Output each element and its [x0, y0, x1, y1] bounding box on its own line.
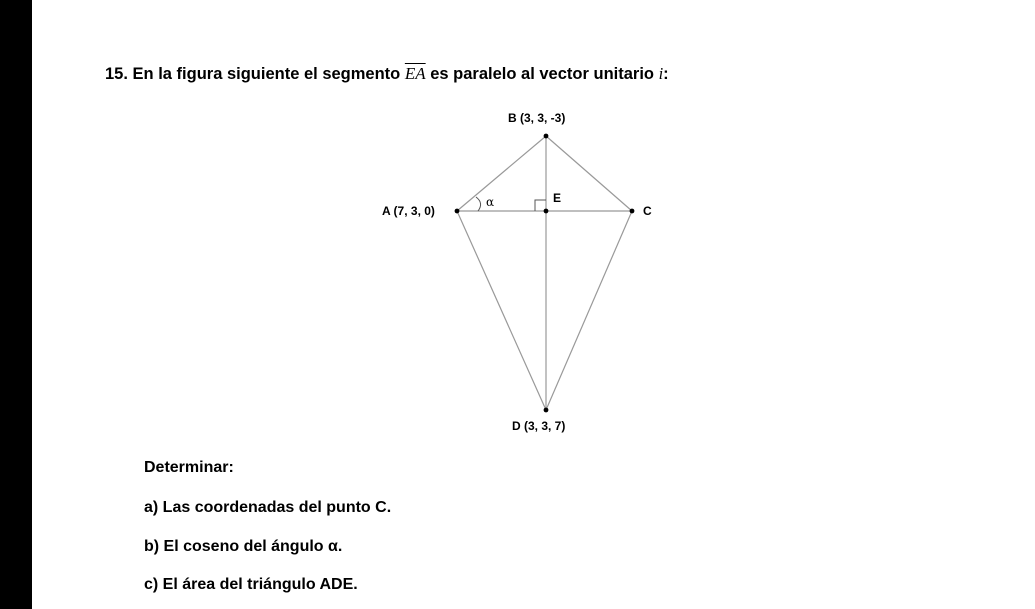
- label-c: C: [643, 204, 652, 218]
- point-b: [544, 134, 549, 139]
- kite-figure: [32, 0, 1035, 609]
- question-c: c) El área del triángulo ADE.: [144, 576, 358, 593]
- problem-colon: :: [663, 65, 669, 83]
- unit-vector-i: i: [658, 64, 664, 83]
- question-b: b) El coseno del ángulo α.: [144, 538, 343, 555]
- segment-ad: [457, 211, 546, 410]
- segment-ea: $\overline{EA}$: [404, 64, 426, 83]
- problem-text-before: En la figura siguiente el segmento: [132, 65, 401, 83]
- label-e: E: [553, 191, 562, 205]
- document-page: [32, 0, 1035, 609]
- alpha-angle-arc: [476, 197, 481, 211]
- questions-heading: Determinar:: [144, 459, 234, 476]
- point-c: [630, 209, 635, 214]
- segment-cd: [546, 211, 632, 410]
- label-b: B (3, 3, -3): [508, 111, 566, 125]
- segment-ab: [457, 136, 546, 211]
- label-alpha: α: [486, 195, 495, 209]
- question-a: a) Las coordenadas del punto C.: [144, 499, 392, 516]
- point-e: [544, 209, 549, 214]
- label-a: A (7, 3, 0): [382, 204, 435, 218]
- label-d: D (3, 3, 7): [512, 419, 566, 433]
- problem-number: 15.: [105, 65, 128, 83]
- problem-text-after: es paralelo al vector unitario: [430, 65, 654, 83]
- point-d: [544, 408, 549, 413]
- point-a: [455, 209, 460, 214]
